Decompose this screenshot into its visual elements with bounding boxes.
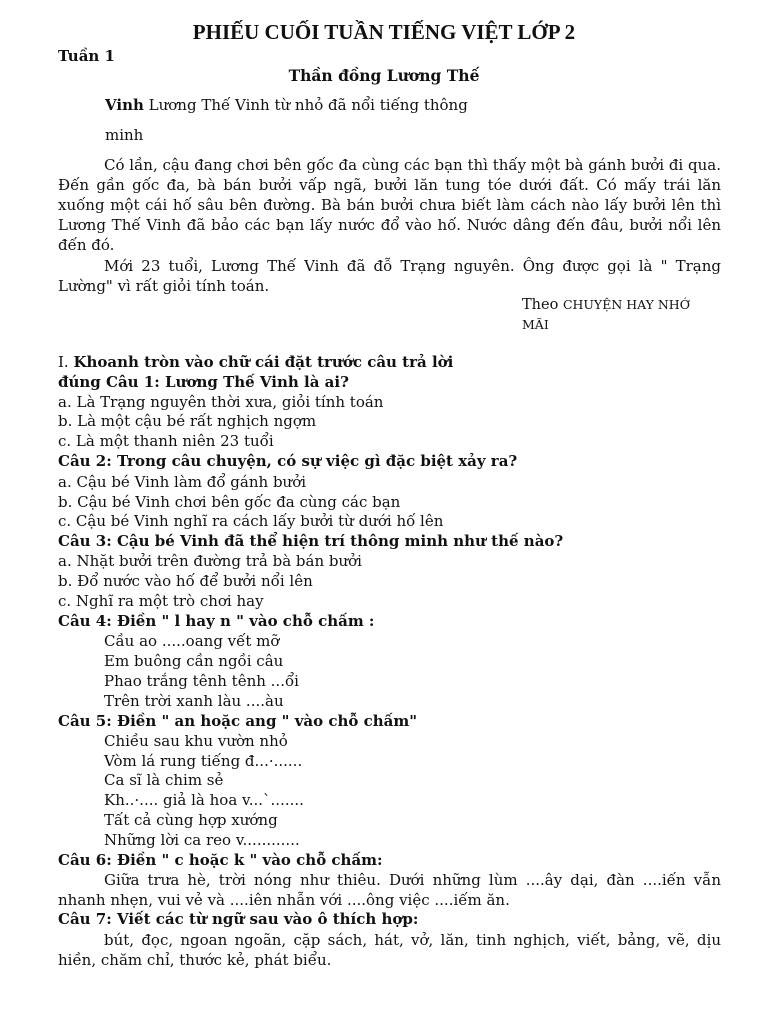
section-1-instruction	[58, 353, 453, 371]
q5-line-5: Tất cả cùng hợp xướng	[104, 811, 278, 829]
q2-option-a: a. Cậu bé Vinh làm đổ gánh bưởi	[58, 473, 307, 491]
q7-text-content: bút, đọc, ngoan ngoãn, cặp sách, hát, vở, lăn, tinh nghịch, viết, bảng, vẽ, dịu hiền, chăm chỉ, thước kẻ, phát biểu.	[58, 931, 721, 969]
q2-option-b: b. Cậu bé Vinh chơi bên gốc đa cùng các bạn	[58, 493, 401, 511]
question-6-label: Câu 6: Điền " c hoặc k " vào chỗ chấm:	[58, 851, 383, 869]
story-paragraph-1	[58, 155, 721, 255]
week-label: Tuần 1	[58, 47, 115, 65]
q6-text	[58, 870, 721, 910]
intro-line-1	[105, 96, 468, 114]
q5-line-2: Vòm lá rung tiếng đ...·......	[104, 752, 303, 770]
q6-text-content: Giữa trưa hè, trời nóng như thiêu. Dưới những lùm ....ây dại, đàn ....iến vẫn nhanh nhẹn, vui vẻ và ....iên nhẫn với ....ông việc ....iếm ăn.	[58, 871, 721, 909]
question-7-label: Câu 7: Viết các từ ngữ sau vào ô thích hợp:	[58, 910, 419, 928]
page-title: PHIẾU CUỐI TUẦN TIẾNG VIỆT LỚP 2	[192, 20, 576, 44]
q4-line-1: Cầu ao .....oang vết mỡ	[104, 632, 280, 650]
question-2-label: Câu 2: Trong câu chuyện, có sự việc gì đặc biệt xảy ra?	[58, 452, 518, 470]
q5-line-4: Kh..·.... giả là hoa v...`.......	[104, 791, 304, 809]
q3-option-c: c. Nghĩ ra một trò chơi hay	[58, 592, 264, 610]
story-paragraph-2	[58, 256, 721, 296]
q1-option-a: a. Là Trạng nguyên thời xưa, giỏi tính toán	[58, 393, 384, 411]
question-4-label: Câu 4: Điền " l hay n " vào chỗ chấm :	[58, 612, 375, 630]
question-5-label: Câu 5: Điền " an hoặc ang " vào chỗ chấm"	[58, 712, 418, 730]
q7-text	[58, 930, 721, 970]
story-source	[522, 295, 712, 335]
q4-line-4: Trên trời xanh làu ....àu	[104, 692, 284, 710]
q5-line-6: Những lời ca reo v............	[104, 831, 300, 849]
q5-line-1: Chiều sau khu vườn nhỏ	[104, 732, 288, 750]
question-1-label: đúng Câu 1: Lương Thế Vinh là ai?	[58, 373, 349, 391]
intro-line-1-text: Lương Thế Vinh từ nhỏ đã nổi tiếng thông	[143, 96, 468, 114]
story-paragraph-1-text: Có lần, cậu đang chơi bên gốc đa cùng các bạn thì thấy một bà gánh bưởi đi qua. Đến gần gốc đa, bà bán bưởi vấp ngã, bưởi lăn tung tóe dưới đất. Có mấy trái lăn xuống một cái hố sâu bên đường. Bà bán bưởi chưa biết làm cách nào lấy bưởi lên thì Lương Thế Vinh đã bảo các bạn lấy nước đổ vào hố. Nước dâng đến đâu, bưởi nổi lên đến đó.	[58, 156, 721, 254]
section-1-prefix: I.	[58, 353, 74, 371]
q5-line-3: Ca sĩ là chim sẻ	[104, 771, 224, 789]
section-1-instruction-text: Khoanh tròn vào chữ cái đặt trước câu trả lời	[73, 353, 454, 371]
q1-option-c: c. Là một thanh niên 23 tuổi	[58, 432, 274, 450]
q3-option-a: a. Nhặt bưởi trên đường trả bà bán bưởi	[58, 552, 362, 570]
q4-line-2: Em buông cần ngồi câu	[104, 652, 284, 670]
q2-option-c: c. Cậu bé Vinh nghĩ ra cách lấy bưởi từ dưới hố lên	[58, 512, 444, 530]
story-paragraph-2-text: Mới 23 tuổi, Lương Thế Vinh đã đỗ Trạng nguyên. Ông được gọi là " Trạng Lường" vì rất giỏi tính toán.	[58, 257, 721, 295]
source-prefix: Theo	[522, 297, 563, 313]
source-name: CHUYỆN HAY NHỚ MÃI	[522, 297, 690, 332]
question-3-label: Câu 3: Cậu bé Vinh đã thể hiện trí thông minh như thế nào?	[58, 532, 564, 550]
intro-line-2: minh	[105, 126, 144, 144]
q3-option-b: b. Đổ nước vào hố để bưởi nổi lên	[58, 572, 313, 590]
story-title: Thần đồng Lương Thế	[288, 66, 480, 85]
intro-bold-word: Vinh	[105, 96, 144, 114]
q4-line-3: Phao trắng tênh tênh ...ổi	[104, 672, 299, 690]
q1-option-b: b. Là một cậu bé rất nghịch ngợm	[58, 412, 317, 430]
